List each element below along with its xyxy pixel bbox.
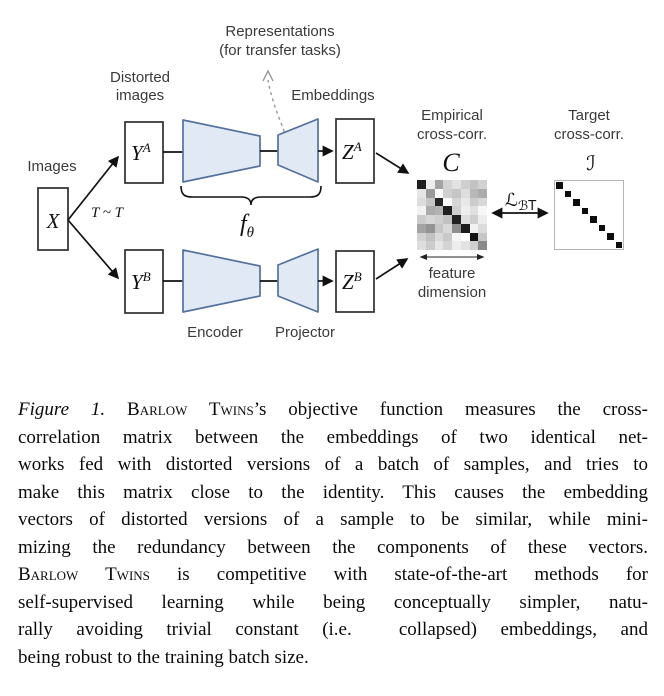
target-matrix-cell: [606, 198, 615, 207]
empirical-crosscorr-label-line1: Empirical: [421, 107, 483, 124]
target-matrix-cell: [615, 181, 624, 190]
empirical-matrix-cell: [452, 189, 461, 198]
empirical-matrix-cell: [461, 241, 470, 250]
target-matrix-cell: [615, 241, 624, 250]
target-matrix-cell: [589, 232, 598, 241]
target-matrix-cell: [555, 215, 564, 224]
target-matrix-cell: [572, 207, 581, 216]
empirical-matrix-cell: [470, 215, 479, 224]
empirical-matrix-cell: [435, 241, 444, 250]
target-matrix-cell: [589, 241, 598, 250]
target-matrix-cell: [606, 207, 615, 216]
target-matrix-cell: [564, 232, 573, 241]
caption-segment: vectors of distorted versions of a sample to be similar, while mini-: [18, 509, 648, 530]
target-matrix-cell: [564, 207, 573, 216]
target-matrix-cell: [555, 207, 564, 216]
empirical-matrix-cell: [426, 198, 435, 207]
empirical-matrix-cell: [426, 189, 435, 198]
arrow-za-matrix: [376, 153, 408, 173]
target-matrix-cell: [598, 198, 607, 207]
target-matrix-cell: [581, 207, 590, 216]
arrow-zb-matrix: [376, 259, 407, 279]
empirical-matrix-cell: [417, 180, 426, 189]
empirical-matrix-cell: [435, 189, 444, 198]
caption-segment: make this matrix close to the identity. This causes the embedding: [18, 481, 648, 503]
empirical-matrix-cell: [478, 180, 487, 189]
target-matrix-cell: [598, 207, 607, 216]
target-matrix-cell: [564, 181, 573, 190]
f-theta-subscript: θ: [246, 225, 255, 241]
representations-arrowhead-icon: [263, 71, 273, 81]
target-matrix-cell: [555, 232, 564, 241]
caption-segment: being robust to the training batch size.: [18, 646, 309, 668]
f-theta-letter: f: [240, 211, 247, 237]
target-matrix-cell: [615, 198, 624, 207]
empirical-matrix-cell: [443, 180, 452, 189]
caption-segment: self-supervised learning while being conceptually simpler, natu-: [18, 591, 648, 613]
target-matrix-cell: [572, 190, 581, 199]
target-matrix-cell: [572, 198, 581, 207]
encoder-a-shape: [183, 120, 260, 182]
target-matrix-cell: [572, 224, 581, 233]
target-matrix-cell: [589, 190, 598, 199]
target-matrix-cell: [589, 198, 598, 207]
za-superscript: A: [353, 139, 362, 154]
empirical-matrix-cell: [426, 241, 435, 250]
target-matrix-cell: [581, 241, 590, 250]
target-crosscorr-label-line1: Target: [568, 107, 610, 124]
empirical-matrix-cell: [452, 198, 461, 207]
target-matrix-cell: [581, 224, 590, 233]
empirical-matrix-cell: [478, 224, 487, 233]
empirical-matrix-cell: [417, 206, 426, 215]
caption-segment: Barlow Twins: [18, 564, 150, 585]
empirical-matrix-cell: [417, 189, 426, 198]
svg-text:ℒℬT: [505, 190, 536, 214]
caption-segment: correlation matrix between the embeddings of two identical net-: [18, 426, 648, 448]
empirical-matrix-cell: [417, 215, 426, 224]
target-matrix-cell: [606, 215, 615, 224]
svg-text:fθ: [240, 211, 255, 241]
empirical-matrix-cell: [461, 224, 470, 233]
empirical-matrix-cell: [461, 206, 470, 215]
empirical-matrix-cell: [426, 180, 435, 189]
target-matrix-cell: [581, 190, 590, 199]
empirical-matrix-cell: [461, 215, 470, 224]
target-matrix-cell: [598, 215, 607, 224]
target-matrix-cell: [581, 215, 590, 224]
target-matrix-cell: [572, 232, 581, 241]
target-matrix-cell: [581, 181, 590, 190]
empirical-matrix-cell: [435, 206, 444, 215]
transform-distribution-label: T ~ T: [90, 205, 124, 221]
target-matrix-cell: [589, 224, 598, 233]
caption-line: [18, 644, 648, 672]
empirical-matrix-cell: [443, 233, 452, 242]
caption-line: [18, 396, 648, 424]
za-letter: Z: [342, 140, 354, 164]
figure-caption: [18, 396, 648, 671]
caption-line: [18, 451, 648, 479]
target-matrix-cell: [615, 190, 624, 199]
target-matrix-cell: [572, 181, 581, 190]
empirical-matrix-cell: [443, 215, 452, 224]
empirical-matrix-cell: [426, 215, 435, 224]
target-matrix-cell: [606, 241, 615, 250]
distorted-images-label-line2: images: [115, 87, 165, 104]
target-matrix-cell: [581, 198, 590, 207]
caption-segment: Figure 1.: [18, 399, 128, 420]
representations-label-line1: Representations: [225, 23, 335, 40]
target-matrix-cell: [555, 190, 564, 199]
target-matrix-cell: [615, 215, 624, 224]
target-crosscorr-label-line2: cross-corr.: [553, 126, 625, 143]
empirical-matrix-cell: [417, 241, 426, 250]
feature-label: feature: [428, 265, 476, 282]
caption-line: [18, 479, 648, 507]
encoder-b-shape: [183, 250, 260, 312]
empirical-matrix-cell: [452, 180, 461, 189]
target-matrix-cell: [589, 181, 598, 190]
caption-segment: is competitive with state-of-the-art methods for: [149, 564, 649, 585]
target-matrix-cell: [572, 241, 581, 250]
ya-letter: Y: [131, 141, 143, 165]
projector-b-shape: [278, 249, 318, 312]
target-matrix-cell: [564, 198, 573, 207]
target-matrix-cell: [564, 190, 573, 199]
empirical-matrix-cell: [426, 233, 435, 242]
empirical-matrix-cell: [470, 233, 479, 242]
empirical-matrix-cell: [443, 241, 452, 250]
target-matrix-cell: [555, 181, 564, 190]
target-matrix-cell: [606, 224, 615, 233]
empirical-matrix-cell: [443, 189, 452, 198]
target-matrix-cell: [589, 207, 598, 216]
target-matrix-cell: [564, 241, 573, 250]
input-x-letter: X: [46, 209, 60, 233]
target-matrix-cell: [581, 232, 590, 241]
empirical-matrix-cell: [435, 224, 444, 233]
empirical-matrix-cell: [470, 198, 479, 207]
target-matrix-cell: [564, 224, 573, 233]
f-theta-brace: [181, 186, 321, 205]
empirical-matrix-cell: [470, 206, 479, 215]
caption-segment: ’s objective function measures the cross-: [253, 399, 648, 420]
empirical-matrix-cell: [443, 198, 452, 207]
empirical-matrix-cell: [426, 224, 435, 233]
representations-label-line2: (for transfer tasks): [219, 42, 341, 59]
embeddings-label: Embeddings: [291, 87, 375, 104]
yb-letter: Y: [131, 270, 143, 294]
empirical-matrix-cell: [443, 224, 452, 233]
empirical-matrix-cell: [417, 198, 426, 207]
empirical-matrix-cell: [478, 241, 487, 250]
caption-segment: rally avoiding trivial constant (i.e. collapsed) embeddings, and: [18, 619, 648, 640]
yb-superscript: B: [142, 269, 151, 284]
ya-superscript: A: [142, 140, 151, 155]
empirical-matrix-cell: [435, 215, 444, 224]
caption-line: [18, 589, 648, 617]
empirical-matrix-cell: [452, 241, 461, 250]
target-matrix-cell: [598, 232, 607, 241]
empirical-matrix-cell: [478, 206, 487, 215]
target-matrix-cell: [598, 181, 607, 190]
target-matrix-cell: [555, 198, 564, 207]
empirical-matrix-cell: [435, 198, 444, 207]
images-label: Images: [27, 158, 77, 175]
target-matrix-cell: [598, 241, 607, 250]
target-matrix-cell: [564, 215, 573, 224]
projector-label: Projector: [274, 324, 336, 341]
target-matrix-cell: [615, 224, 624, 233]
caption-segment: works fed with distorted versions of a batch of samples, and tries to: [18, 454, 648, 475]
empirical-matrix: [417, 180, 487, 250]
target-matrix: [554, 180, 624, 250]
caption-line: [18, 534, 648, 562]
empirical-matrix-cell: [478, 233, 487, 242]
empirical-matrix-cell: [426, 206, 435, 215]
target-matrix-cell: [598, 224, 607, 233]
dimension-label: dimension: [417, 284, 487, 301]
zb-superscript: B: [353, 269, 362, 284]
script-c-symbol: C: [442, 148, 460, 177]
empirical-matrix-cell: [478, 198, 487, 207]
target-matrix-cell: [606, 190, 615, 199]
empirical-matrix-cell: [478, 189, 487, 198]
zb-letter: Z: [342, 270, 354, 294]
projector-a-shape: [278, 119, 318, 182]
caption-line: [18, 424, 648, 452]
empirical-matrix-cell: [452, 206, 461, 215]
empirical-matrix-cell: [461, 189, 470, 198]
target-matrix-cell: [555, 224, 564, 233]
empirical-matrix-cell: [435, 180, 444, 189]
target-matrix-cell: [615, 207, 624, 216]
target-matrix-cell: [572, 215, 581, 224]
empirical-matrix-cell: [443, 206, 452, 215]
empirical-matrix-cell: [452, 224, 461, 233]
empirical-matrix-cell: [478, 215, 487, 224]
empirical-matrix-cell: [470, 241, 479, 250]
encoder-label: Encoder: [187, 324, 243, 341]
caption-line: [18, 616, 648, 644]
empirical-matrix-cell: [470, 224, 479, 233]
empirical-matrix-cell: [452, 233, 461, 242]
script-i-symbol: ℐ: [586, 151, 596, 175]
distorted-images-label-line1: Distorted: [109, 69, 171, 86]
loss-l-symbol: ℒ: [505, 190, 518, 211]
empirical-matrix-cell: [417, 224, 426, 233]
empirical-matrix-cell: [461, 180, 470, 189]
empirical-matrix-cell: [417, 233, 426, 242]
augment-arrow-b: [68, 220, 118, 278]
target-matrix-cell: [555, 241, 564, 250]
target-matrix-cell: [606, 181, 615, 190]
empirical-matrix-cell: [452, 215, 461, 224]
empirical-matrix-cell: [461, 198, 470, 207]
empirical-matrix-cell: [470, 189, 479, 198]
target-matrix-cell: [598, 190, 607, 199]
empirical-crosscorr-label-line2: cross-corr.: [416, 126, 488, 143]
caption-segment: Barlow Twins: [127, 399, 254, 420]
caption-line: [18, 506, 648, 534]
loss-bt-subscript: ℬT: [517, 199, 537, 214]
empirical-matrix-cell: [461, 233, 470, 242]
target-matrix-cell: [589, 215, 598, 224]
target-matrix-cell: [615, 232, 624, 241]
target-matrix-cell: [606, 232, 615, 241]
empirical-matrix-cell: [435, 233, 444, 242]
caption-segment: mizing the redundancy between the components of these vectors.: [18, 536, 648, 558]
empirical-matrix-cell: [470, 180, 479, 189]
caption-line: [18, 561, 648, 589]
